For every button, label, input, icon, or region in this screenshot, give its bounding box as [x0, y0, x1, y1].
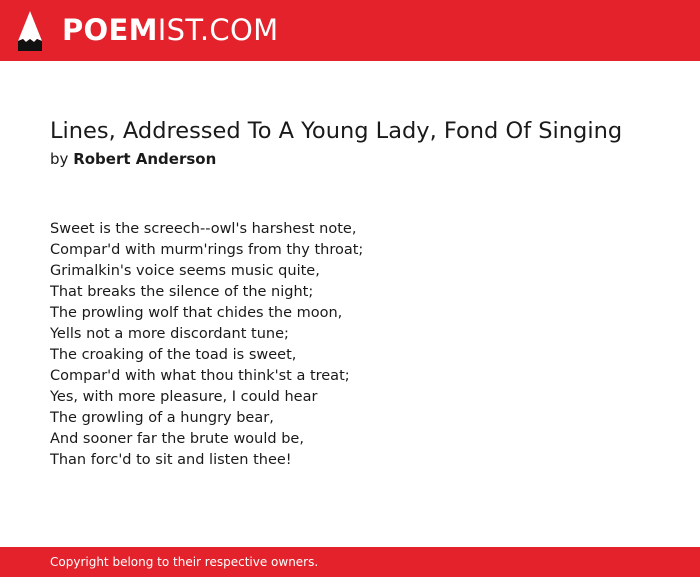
poem-line: Compar'd with what thou think'st a treat; [50, 368, 350, 384]
poem-body [50, 219, 363, 471]
poem-line: Compar'd with murm'rings from thy throat; [50, 242, 364, 258]
poem-line: Yes, with more pleasure, I could hear [50, 389, 318, 405]
poem-line: The croaking of the toad is sweet, [50, 347, 297, 363]
poem-title: Lines, Addressed To A Young Lady, Fond Of Singing [50, 118, 623, 144]
poem-byline [50, 148, 216, 170]
poem-line: The growling of a hungry bear, [50, 410, 274, 426]
site-logo[interactable] [62, 13, 278, 47]
site-header [0, 0, 700, 61]
logo-light-text: IST.COM [157, 13, 279, 47]
copyright-notice: Copyright belong to their respective owners. [50, 555, 319, 569]
poem-line: Sweet is the screech--owl's harshest note, [50, 221, 357, 237]
pencil-icon[interactable] [17, 10, 43, 52]
poem-line: And sooner far the brute would be, [50, 431, 304, 447]
poem-line: Grimalkin's voice seems music quite, [50, 263, 320, 279]
poem-line: Yells not a more discordant tune; [50, 326, 289, 342]
poem-line: Than forc'd to sit and listen thee! [50, 452, 292, 468]
poem-author: Robert Anderson [73, 150, 217, 168]
poem-line: The prowling wolf that chides the moon, [50, 305, 343, 321]
site-footer [0, 547, 700, 577]
poem-line: That breaks the silence of the night; [50, 284, 314, 300]
by-label: by [50, 150, 69, 168]
logo-bold-text: POEM [62, 13, 158, 47]
